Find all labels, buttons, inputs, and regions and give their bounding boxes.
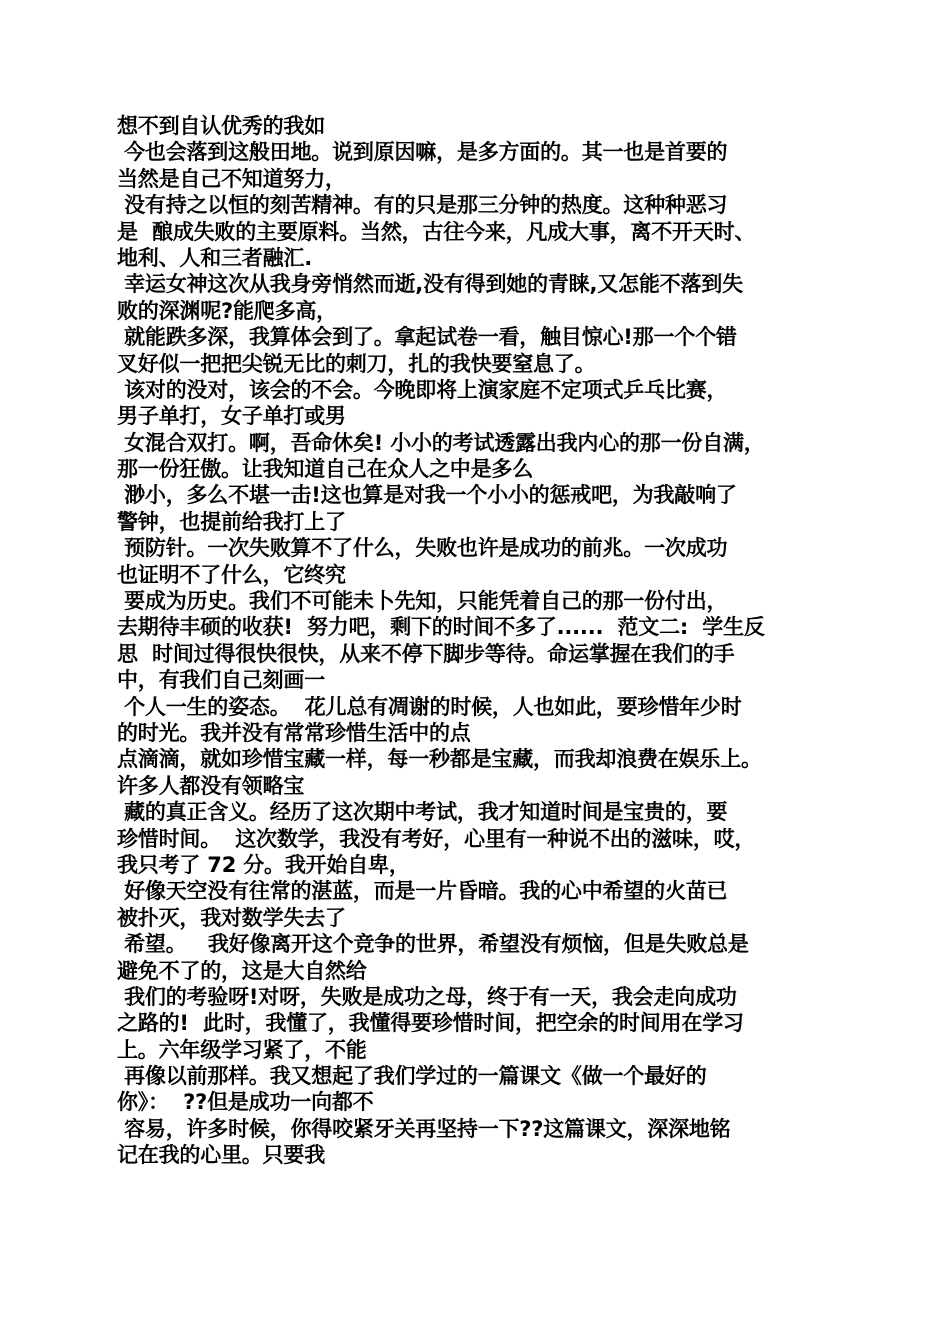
- text-line: 就能跌多深，我算体会到了。拿起试卷一看，触目惊心!那一个个错: [117, 325, 737, 350]
- text-line: 珍惜时间。 这次数学，我没有考好，心里有一种说不出的滋味，哎，: [117, 826, 756, 851]
- text-line: 记在我的心里。只要我: [117, 1143, 325, 1168]
- text-line: 之路的! 此时，我懂了，我懂得要珍惜时间，把空余的时间用在学习: [117, 1011, 744, 1036]
- text-line: 容易，许多时候，你得咬紧牙关再坚持一下??这篇课文，深深地铭: [117, 1116, 731, 1141]
- text-line: 被扑灭，我对数学失去了: [117, 905, 346, 930]
- text-line: 我只考了 72 分。我开始自卑，: [117, 852, 410, 877]
- text-line: 点滴滴，就如珍惜宝藏一样，每一秒都是宝藏，而我却浪费在娱乐上。: [117, 747, 762, 772]
- text-line: 思 时间过得很快很快，从来不停下脚步等待。命运掌握在我们的手: [117, 641, 735, 666]
- text-line: 中，有我们自己刻画一: [117, 668, 325, 693]
- text-line: 叉好似一把把尖锐无比的刺刀，扎的我快要窒息了。: [117, 351, 596, 376]
- text-line: 当然是自己不知道努力，: [117, 166, 346, 191]
- text-line: 上。六年级学习紧了，不能: [117, 1037, 367, 1062]
- document-body-text: [117, 113, 857, 1169]
- text-line: 我们的考验呀!对呀，失败是成功之母，终于有一天，我会走向成功: [117, 984, 737, 1009]
- text-line: 警钟，也提前给我打上了: [117, 509, 346, 534]
- text-line: 男子单打，女子单打或男: [117, 404, 346, 429]
- text-line: 个人一生的姿态。 花儿总有凋谢的时候，人也如此，要珍惜年少时: [117, 694, 742, 719]
- text-line: 藏的真正含义。经历了这次期中考试，我才知道时间是宝贵的，要: [117, 800, 728, 825]
- text-line: 幸运女神这次从我身旁悄然而逝,没有得到她的青睐,又怎能不落到失: [117, 272, 743, 297]
- text-line: 女混合双打。啊，吾命休矣! 小小的考试透露出我内心的那一份自满，: [117, 430, 765, 455]
- text-line: 今也会落到这般田地。说到原因嘛，是多方面的。其一也是首要的: [117, 140, 728, 165]
- text-line: 你》： ??但是成功一向都不: [117, 1090, 374, 1115]
- text-line: 避免不了的，这是大自然给: [117, 958, 367, 983]
- text-line: 想不到自认优秀的我如: [117, 114, 325, 138]
- text-line: 预防针。一次失败算不了什么，失败也许是成功的前兆。一次成功: [117, 536, 728, 561]
- text-line: 好像天空没有往常的湛蓝，而是一片昏暗。我的心中希望的火苗已: [117, 879, 728, 904]
- text-line: 再像以前那样。我又想起了我们学过的一篇课文《做一个最好的: [117, 1064, 707, 1089]
- text-line: 许多人都没有领略宝: [117, 773, 305, 798]
- text-line: 要成为历史。我们不可能未卜先知，只能凭着自己的那一份付出，: [117, 589, 728, 614]
- text-line: 败的深渊呢?能爬多高，: [117, 298, 337, 323]
- text-line: 去期待丰硕的收获! 努力吧，剩下的时间不多了...... 范文二: 学生反: [117, 615, 765, 640]
- text-line: 该对的没对，该会的不会。今晚即将上演家庭不定项式乒乓比赛，: [117, 377, 728, 402]
- text-line: 没有持之以恒的刻苦精神。有的只是那三分钟的热度。这种种恶习: [117, 193, 728, 218]
- text-line: 是 酿成失败的主要原料。当然，古往今来，凡成大事，离不开天时、: [117, 219, 756, 244]
- text-line: 地利、人和三者融汇.: [117, 245, 312, 270]
- text-line: 也证明不了什么，它终究: [117, 562, 346, 587]
- text-line: 那一份狂傲。让我知道自己在众人之中是多么: [117, 457, 533, 482]
- text-line: 的时光。我并没有常常珍惜生活中的点: [117, 720, 471, 745]
- text-line: 渺小，多么不堪一击!这也算是对我一个小小的惩戒吧，为我敲响了: [117, 483, 737, 508]
- text-line: 希望。 我好像离开这个竞争的世界，希望没有烦恼，但是失败总是: [117, 932, 749, 957]
